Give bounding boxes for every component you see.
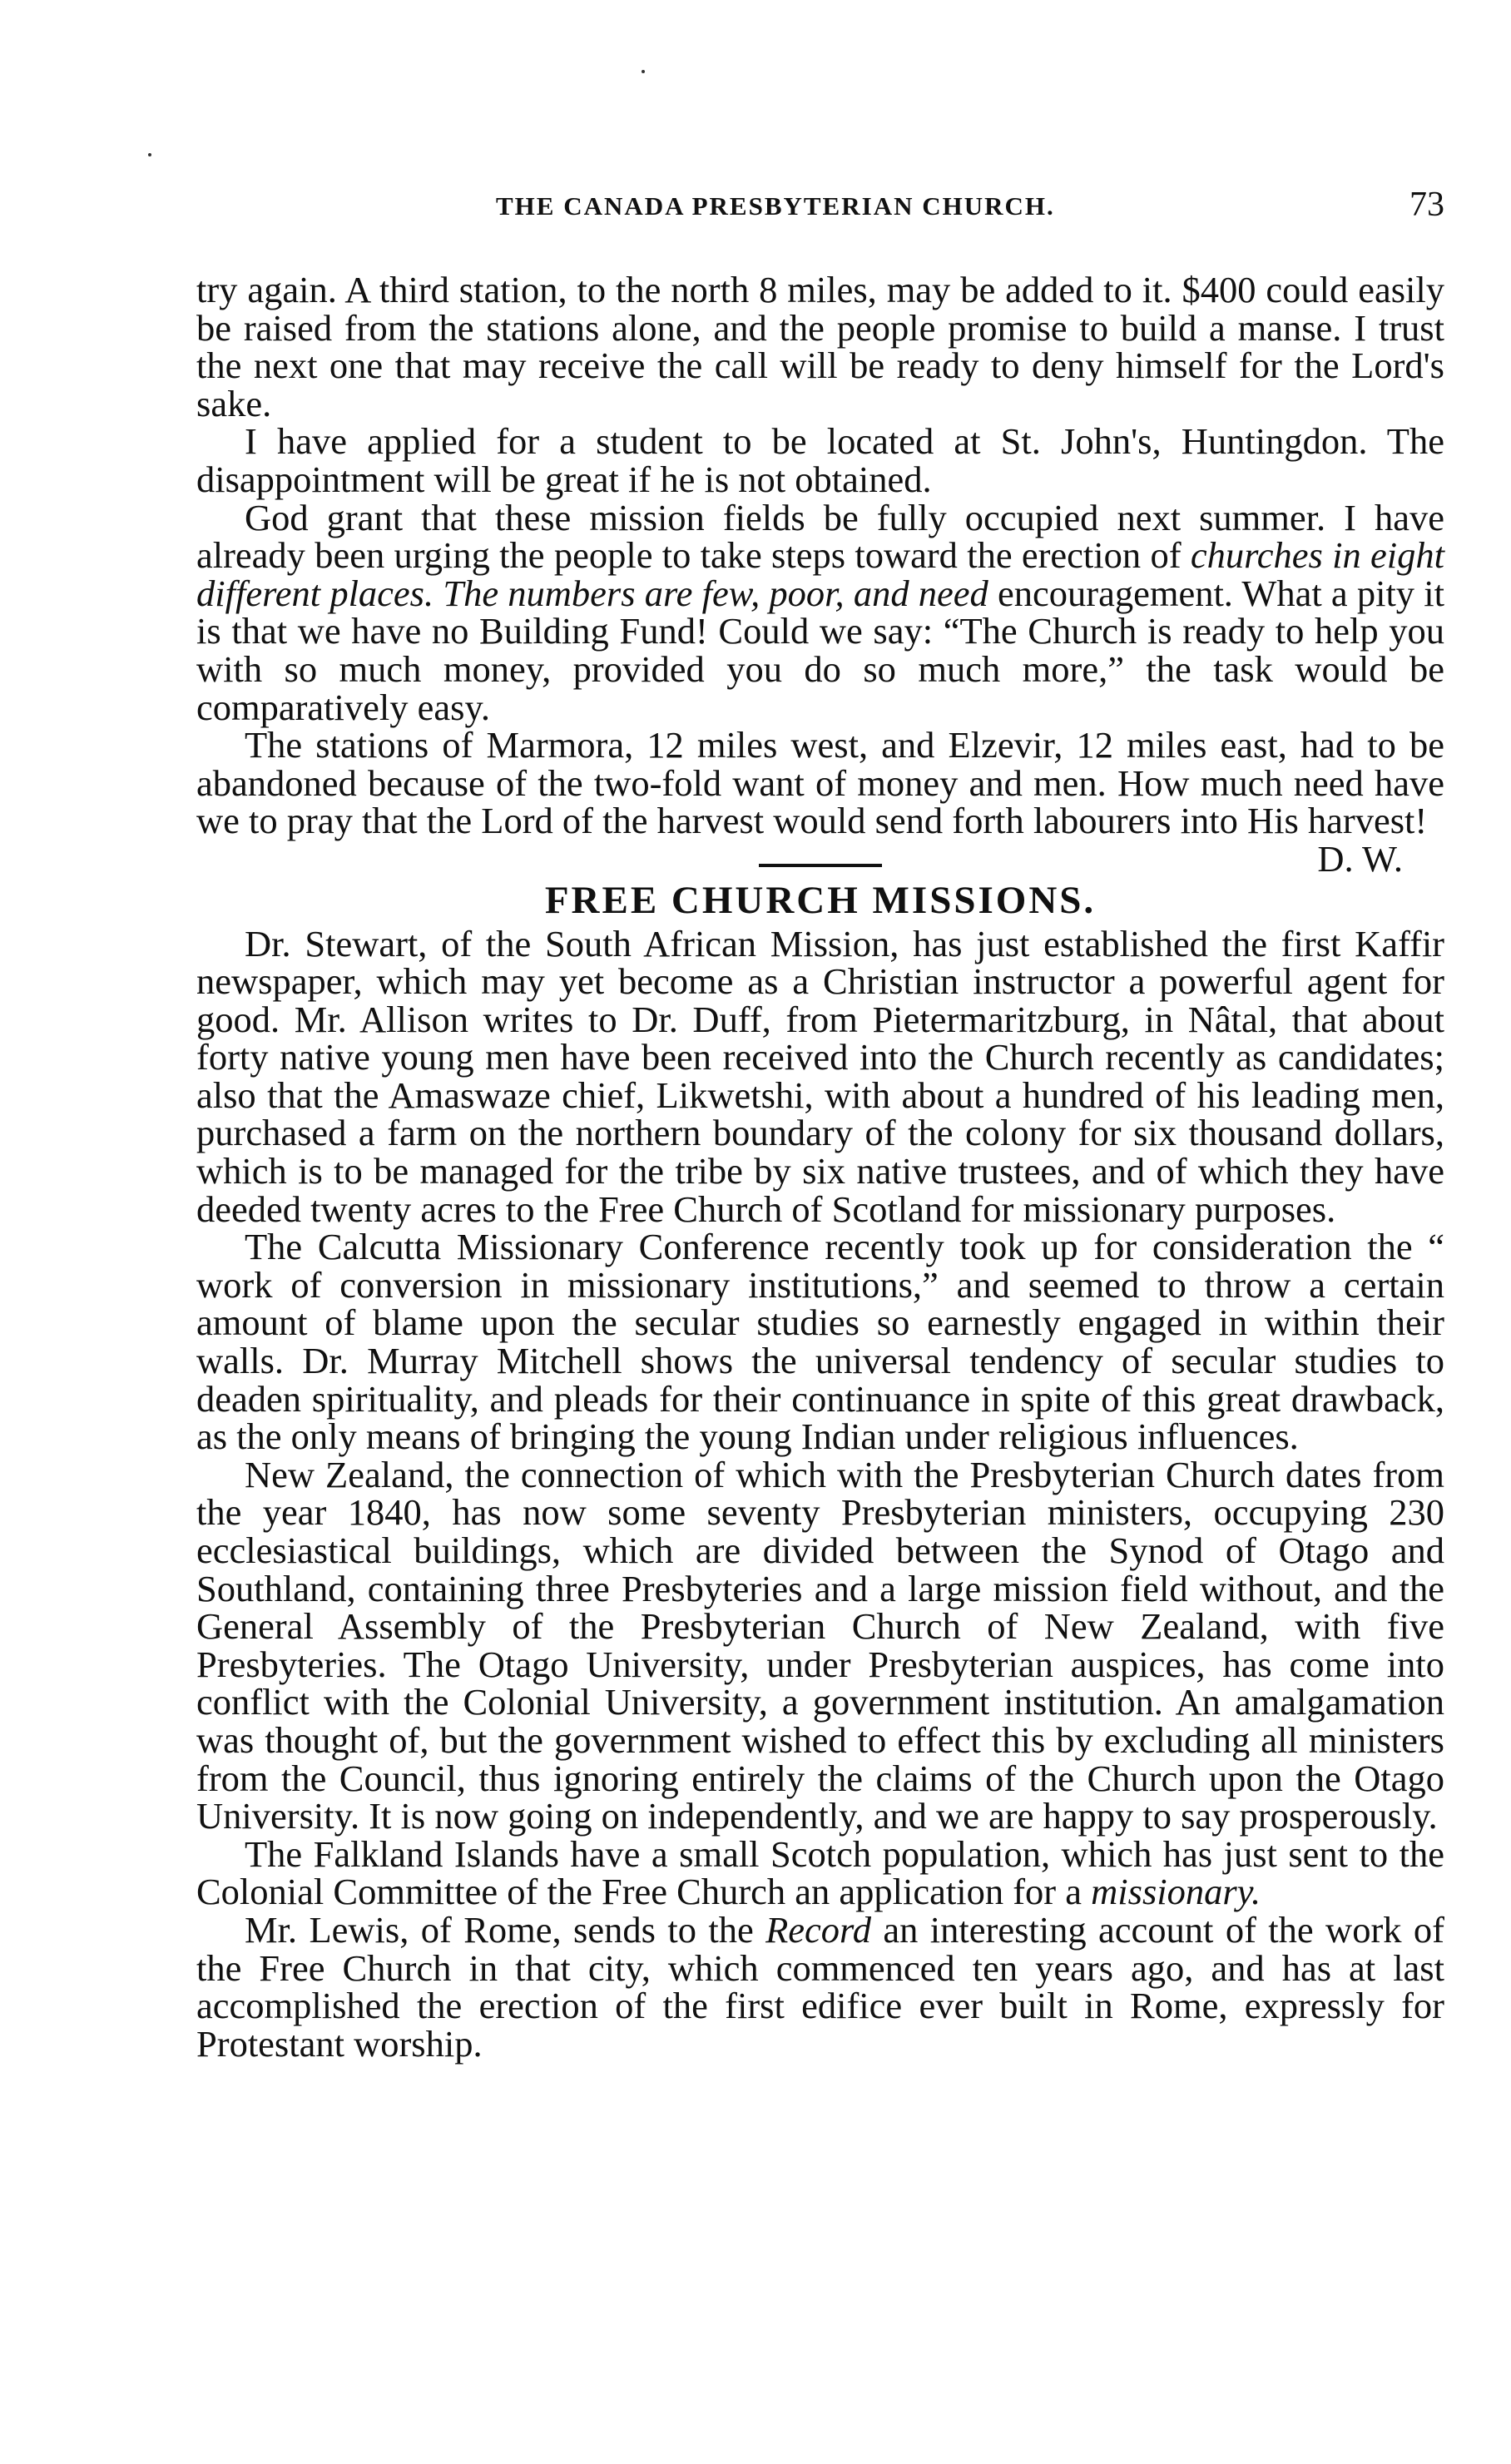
section-paragraph <box>196 1908 1444 2065</box>
letter-paragraph <box>196 496 1444 728</box>
running-title: THE CANADA PRESBYTERIAN CHURCH. <box>496 191 1055 221</box>
section-divider <box>759 864 882 867</box>
letter-paragraph <box>196 724 1444 880</box>
italic-text-run: churches in eight different places. The numbers are few, poor, and need <box>196 534 1444 614</box>
italic-text-run: Record <box>765 1908 871 1951</box>
section-paragraph: The Calcutta Missionary Conference recently took up for consideration the “ work of conversion in missionary institutions,” and seemed to throw a certain amount of blame upon the secular studies so earnestly engaged in within their walls. Dr. Murray Mitchell shows the universal tendency of secular studies to deaden spirituality, and pleads for their continuance in spite of this great drawback, as the only means of bringing the young Indian under religious influences. <box>196 1226 1444 1458</box>
page-body <box>196 271 1444 2063</box>
section-paragraph: New Zealand, the connection of which with the Presbyterian Church dates from the year 1840, has now some seventy Presbyterian ministers, occupying 230 ecclesiastical buildings, which are divided between the Synod of Otago and Southland, containing three Presbyteries and a large mission field without, and the General Assembly of the Presbyterian Church of New Zealand, with five Presbyteries. The Otago University, under Presbyterian auspices, has come into conflict with the Colonial University, a government institution. An amalgamation was thought of, but the government wished to effect this by excluding all ministers from the Council, thus ignoring entirely the claims of the Church upon the Otago University. It is now going on independently, and we are happy to say prosperously. <box>196 1453 1444 1837</box>
print-speck <box>642 70 645 73</box>
letter-paragraph: try again. A third station, to the north 8 miles, may be added to it. $400 could easily be raised from the stations alone, and the people promise to build a manse. I trust the next one that may receive the call will be ready to deny himself for the Lord's sake. <box>196 269 1444 424</box>
section-paragraph: Dr. Stewart, of the South African Mission, has just established the first Kaffir newspaper, which may yet become as a Christian instructor a powerful agent for good. Mr. Allison writes to Dr. Duff, from Pietermaritzburg, in Nâtal, that about forty native young men have been received into the Church recently as candidates; also that the Amaswaze chief, Likwetshi, with about a hundred of his leading men, purchased a farm on the northern boundary of the colony for six thousand dollars, which is to be managed for the tribe by six native trustees, and of which they have deeded twenty acres to the Free Church of Scotland for missionary purposes. <box>196 922 1444 1230</box>
text-run: The stations of Marmora, 12 miles west, and Elzevir, 12 miles east, had to be abandoned because of the two-fold want of money and men. How much need have we to pray that the Lord of the harvest would send forth labourers into His harvest! <box>196 724 1444 842</box>
text-run: an interesting account of the work of the Free Church in that city, which commenced ten years ago, and has at last accomplished the erection of the first edifice ever built in Rome, expressly for Protestant worship. <box>196 1908 1444 2065</box>
italic-text-run: missionary. <box>1091 1871 1261 1913</box>
text-run: Mr. Lewis, of Rome, sends to the <box>245 1908 766 1951</box>
text-run: encouragement. What a pity it is that we have no Building Fund! Could we say: “The Church is ready to help you with so much money, provided you do so much more,” the task would be comparatively easy. <box>196 572 1444 728</box>
print-speck <box>148 153 151 156</box>
letter-paragraph: I have applied for a student to be located at St. John's, Huntingdon. The disappointment will be great if he is not obtained. <box>196 420 1444 500</box>
page-header <box>196 185 1444 235</box>
page-number: 73 <box>1409 186 1444 224</box>
section-heading: FREE CHURCH MISSIONS. <box>544 878 1097 922</box>
text-run: God grant that these mission fields be fully occupied next summer. I have already been urging the people to take steps toward the erection of <box>196 496 1444 577</box>
text-run: The Falkland Islands have a small Scotch population, which has just sent to the Colonial Committee of the Free Church an application for a <box>196 1832 1444 1913</box>
signature: D. W. <box>1317 837 1403 880</box>
section-paragraph <box>196 1832 1444 1913</box>
